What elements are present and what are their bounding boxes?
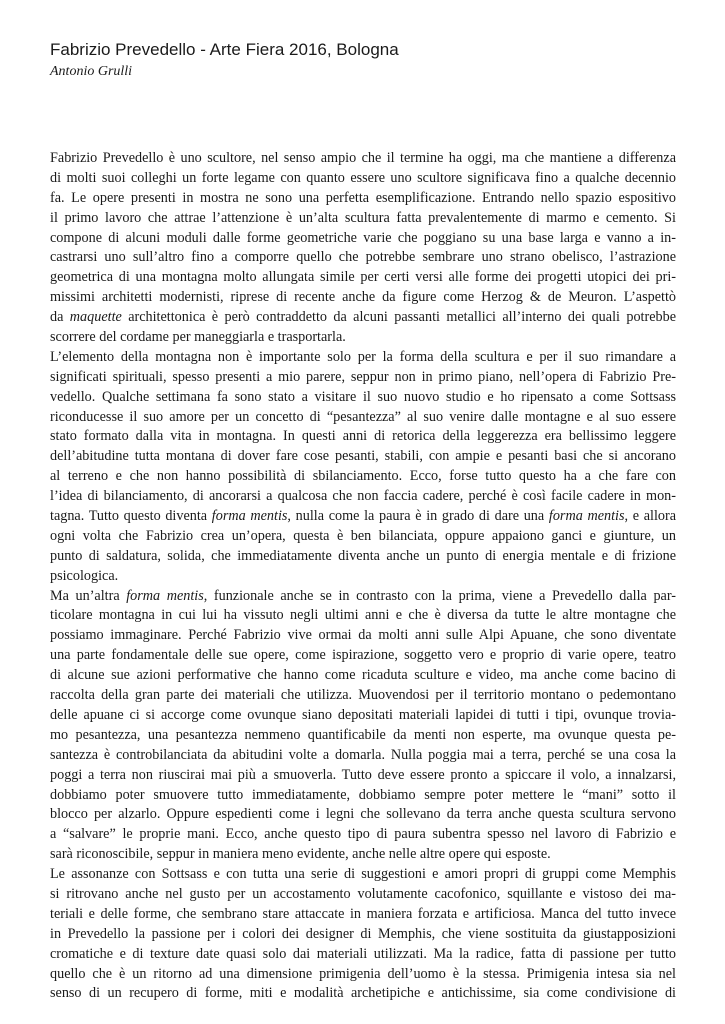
text-line [50, 408, 676, 428]
text-line [50, 169, 676, 189]
text-segment: , e allora [624, 508, 677, 525]
italic-phrase: forma mentis [126, 587, 204, 604]
text-line [50, 427, 676, 447]
text-segment: sarà riconoscibile, seppur in maniera meno evidente, anche nelle altre opere qui esposte. [50, 846, 551, 863]
text-segment: delle apuane ci si accorge come ovunque siano depositati materiali lapidei di tutti i tipi, ovunque troviа- [50, 706, 676, 723]
italic-phrase: forma mentis [548, 508, 625, 525]
text-segment: senso di un recupero di forme, miti e modalità archetipiche e antichissime, sia come condivisione di [50, 985, 676, 1002]
text-line [50, 945, 676, 965]
text-line [50, 328, 676, 348]
text-line [50, 248, 676, 268]
text-segment: ticolare montagna in cui lui ha vissuto negli ultimi anni e che è diversa da tutte le altre montagne che [50, 607, 676, 624]
text-line [50, 626, 676, 646]
text-segment: fa. Le opere presenti in mostra ne sono una perfetta esemplificazione. Entrando nello spazio espositivo [50, 189, 676, 206]
text-line [50, 686, 676, 706]
text-segment: in Prevedello la passione per i colori dei designer di Memphis, che viene sostituita da giustapposizioni [50, 925, 676, 942]
text-line [50, 189, 676, 209]
text-line [50, 229, 676, 249]
text-line [50, 547, 676, 567]
text-segment: , nulla come la paura è in grado di dare una [287, 508, 549, 525]
text-line [50, 646, 676, 666]
text-segment: da [50, 309, 70, 326]
italic-phrase: forma mentis [211, 508, 288, 525]
text-line [50, 865, 676, 885]
text-segment: stato formato dalla vita in montagna. In questi anni di retorica della leggerezza era bellissimo leggere [50, 428, 676, 445]
text-segment: poggi a terra non riuscirai mai più a smuoverla. Tutto deve essere pronto a spiccare il volo, a innalzarsi, [50, 766, 676, 783]
text-line [50, 746, 676, 766]
text-line [50, 567, 676, 587]
text-segment: teriali e delle forme, che sembrano stare attaccate in maniera forzata e artificiosa. Manca del tutto invece [50, 905, 676, 922]
text-segment: significati spirituali, spesso presenti a mio parere, seppur non in primo piano, nell’opera di Fabrizio Pre- [50, 368, 676, 385]
text-segment: cromatiche e di texture date quasi solo dai materiali utilizzati. Ma la radice, fatta di passione per tutto [50, 945, 676, 962]
text-segment: riconducesse il suo amore per un concetto di “pesantezza” al suo venire dalle montagne e al suo essere [50, 408, 676, 425]
text-line [50, 845, 676, 865]
text-line [50, 786, 676, 806]
text-segment: possiamo immaginare. Perché Fabrizio vive ormai da molti anni sulle Alpi Apuane, che sono diventate [50, 627, 676, 644]
text-segment: , funzionale anche se in contrasto con la prima, viene a Prevedello dalla par- [203, 587, 676, 604]
text-line [50, 925, 676, 945]
text-segment: raccolta della gran parte dei materiali che utilizza. Muovendosi per il territorio montano o pedemontano [50, 687, 676, 704]
text-segment: psicologica. [50, 567, 119, 584]
text-line [50, 467, 676, 487]
text-segment: al terreno e che non hanno possibilità di sbilanciamento. Ecco, forse tutto questo ha a che fare con [50, 468, 676, 485]
text-segment: compone di alcuni moduli dalle forme geometriche varie che poggiano su una base larga e vanno a in- [50, 229, 676, 246]
text-line [50, 805, 676, 825]
text-segment: mo pesantezza, una pesantezza nemmeno quantificabile da menti non esperte, ma ovunque questa pe- [50, 726, 676, 743]
text-segment: si ritrovano anche nel gusto per un accostamento volutamente cacofonico, squillante e vistoso dei ma- [50, 885, 676, 902]
text-line [50, 606, 676, 626]
text-segment: blocco per alzarlo. Oppure espedienti come i legni che sollevano da terra anche questa scultura servono [50, 806, 676, 823]
text-segment: dobbiamo poter smuovere tutto immediatamente, dobbiamo sempre poter mettere le “mani” sotto il [50, 786, 676, 803]
text-line [50, 268, 676, 288]
text-segment: vedello. Qualche settimana fa sono stato a visitare il suo nuovo studio e ho ripensato a come Sottsass [50, 388, 676, 405]
text-line [50, 666, 676, 686]
text-line [50, 447, 676, 467]
text-segment: una parte fondamentale delle sue opere, come ispirazione, soggetto vero e proprio di varie opere, teatro [50, 647, 676, 664]
text-line [50, 965, 676, 985]
text-segment: di alcune sue azioni performative che hanno come ricaduta sculture e video, ma anche come bacino di [50, 667, 676, 684]
text-line [50, 368, 676, 388]
text-line [50, 388, 676, 408]
text-segment: ogni volta che Fabrizio crea un’opera, questa è ben bilanciata, oppure appaiono ganci e giunture, un [50, 527, 676, 544]
text-segment: santezza è controbilanciata da abitudini volte a domarla. Nulla poggia mai a terra, perché se una cosa la [50, 746, 676, 763]
text-line [50, 209, 676, 229]
document-title: Fabrizio Prevedello - Arte Fiera 2016, Bologna [50, 40, 399, 59]
text-line [50, 507, 676, 527]
text-segment: architettonica è però contraddetto da alcuni passanti metallici all’interno dei quali potrebbe [121, 309, 676, 326]
text-line [50, 766, 676, 786]
text-line [50, 885, 676, 905]
text-line [50, 149, 676, 169]
article-body [50, 149, 676, 1004]
text-segment: il primo lavoro che attrae l’attenzione è un’alta scultura fatta prevalentemente di marmo e cemento. Si [50, 209, 676, 226]
text-line [50, 587, 676, 607]
text-segment: punto di saldatura, solida, che immediatamente diventa anche un punto di energia mentale e di frizione [50, 547, 676, 564]
text-line [50, 984, 676, 1004]
text-segment: missimi architetti modernisti, riprese di recente anche da figure come Herzog & de Meuron. L’aspettò [50, 289, 676, 306]
text-segment: quello che è un ritorno ad una dimensione primigenia dell’uomo è la stessa. Primigenia intesa sia nel [50, 965, 676, 982]
text-line [50, 348, 676, 368]
text-segment: castrarsi uno sull’altro fino a comporre quello che potrebbe sembrare uno strano obelisco, l’astrazione [50, 249, 676, 266]
text-segment: dell’abitudine tutta montana di dover fare cose pesanti, stabili, con ampie e pesanti basi che si ancorano [50, 448, 676, 465]
text-line [50, 288, 676, 308]
text-segment: scorrere del cordame per maneggiarla e trasportarla. [50, 329, 346, 346]
author-name: Antonio Grulli [50, 64, 133, 79]
text-line [50, 706, 676, 726]
text-segment: tagna. Tutto questo diventa [50, 508, 212, 525]
text-segment: geometrica di una montagna molto allungata simile per certi versi alle forme dei progetti utopici dei pri- [50, 269, 676, 286]
text-line [50, 308, 676, 328]
text-segment: Ma un’altra [50, 587, 127, 604]
text-segment: di molti suoi colleghi un forte legame con quanto essere uno scultore significava fino a qualche decennio [50, 169, 676, 186]
text-line [50, 487, 676, 507]
italic-phrase: maquette [69, 309, 122, 326]
text-segment: Fabrizio Prevedello è uno scultore, nel senso ampio che il termine ha oggi, ma che mantiene a differenza [50, 150, 676, 166]
text-line [50, 726, 676, 746]
text-segment: L’elemento della montagna non è importante solo per la forma della scultura e per il suo rimandare a [50, 348, 676, 365]
text-segment: Le assonanze con Sottsass e con tutta una serie di suggestioni e amori propri di gruppi come Memphis [50, 866, 676, 883]
text-segment: l’idea di bilanciamento, di ancorarsi a qualcosa che non faccia cadere, perché è così facile cadere in mon- [50, 488, 676, 505]
text-line [50, 527, 676, 547]
text-line [50, 905, 676, 925]
text-segment: a “salvare” le proprie mani. Ecco, anche questo tipo di paura subentra spesso nel lavoro di Fabrizio e [50, 826, 676, 843]
text-line [50, 825, 676, 845]
